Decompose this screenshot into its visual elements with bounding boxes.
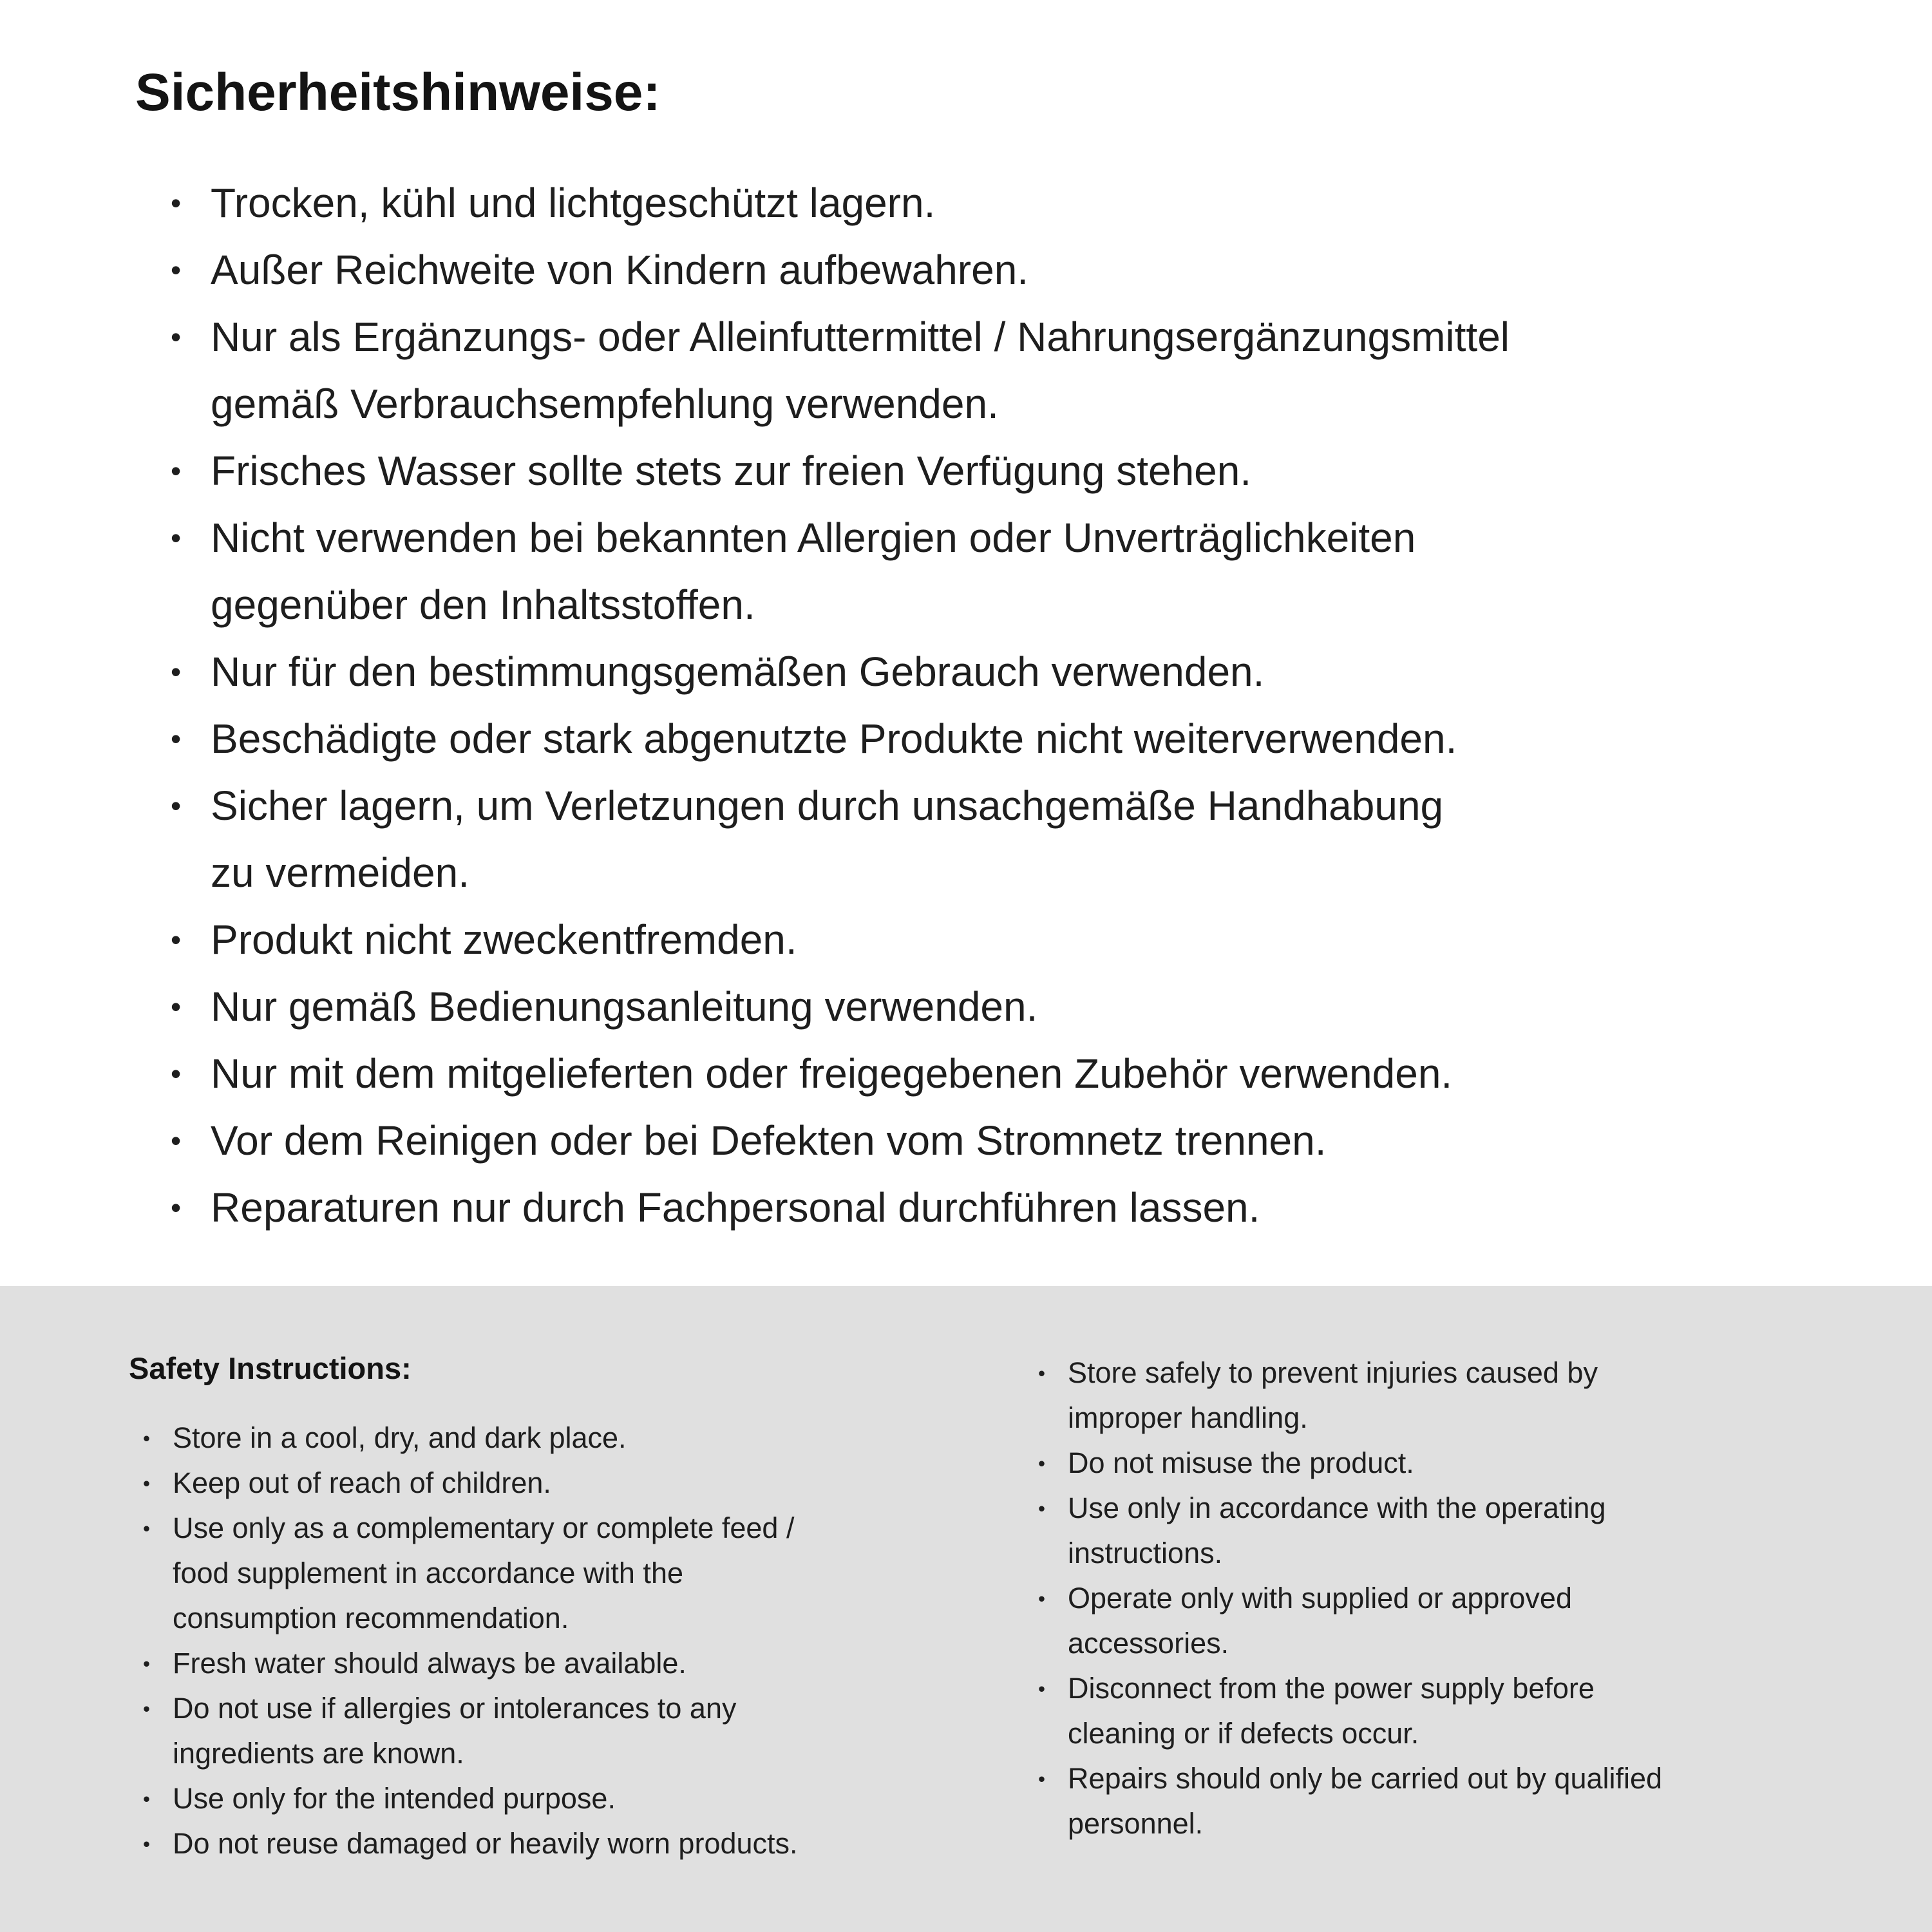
item-line: Nur gemäß Bedienungsanleitung verwenden. [211,983,1038,1030]
list-item [171,772,1893,906]
english-left-column [129,1350,979,1866]
list-item [143,1641,979,1686]
bullet-icon: • [1038,1452,1046,1475]
item-line: Repairs should only be carried out by qualified [1068,1762,1663,1795]
list-item [143,1461,979,1506]
english-safety-section [0,1286,1932,1932]
bullet-icon: • [171,454,182,488]
list-item [171,303,1893,437]
bullet-icon: • [171,1057,182,1091]
item-line: improper handling. [1068,1401,1308,1435]
item-line: Nur als Ergänzungs- oder Alleinfuttermittel / Nahrungsergänzungsmittel [211,314,1510,361]
list-item [171,906,1893,973]
bullet-icon: • [143,1651,151,1675]
list-item [171,973,1893,1040]
item-line: Sicher lagern, um Verletzungen durch unsachgemäße Handhabung [211,782,1444,829]
item-line: Beschädigte oder stark abgenutzte Produkte nicht weiterverwenden. [211,715,1457,762]
bullet-icon: • [1038,1587,1046,1611]
bullet-icon: • [171,186,182,220]
item-line: Use only in accordance with the operating [1068,1492,1606,1525]
list-item [1038,1486,1874,1576]
item-line: Frisches Wasser sollte stets zur freien Verfügung stehen. [211,448,1252,495]
list-item [171,1107,1893,1174]
item-line: Nur mit dem mitgelieferten oder freigegebenen Zubehör verwenden. [211,1050,1453,1097]
item-line: Do not reuse damaged or heavily worn products. [173,1826,798,1860]
list-item [1038,1756,1874,1846]
item-line: Operate only with supplied or approved [1068,1582,1572,1615]
list-item [171,705,1893,772]
bullet-icon: • [143,1832,151,1855]
item-line: Nur für den bestimmungsgemäßen Gebrauch verwenden. [211,649,1265,696]
english-right-list [1038,1350,1874,1846]
bullet-icon: • [171,253,182,287]
list-item [171,638,1893,705]
bullet-icon: • [171,789,182,823]
bullet-icon: • [143,1426,151,1450]
bullet-icon: • [171,521,182,555]
list-item [171,169,1893,236]
list-item [1038,1666,1874,1756]
item-line: Disconnect from the power supply before [1068,1672,1595,1705]
item-line: Do not use if allergies or intolerances to any [173,1691,737,1725]
item-line: Keep out of reach of children. [173,1466,551,1499]
item-line: Fresh water should always be available. [173,1646,687,1680]
bullet-icon: • [143,1696,151,1720]
list-item [1038,1350,1874,1441]
item-line: Reparaturen nur durch Fachpersonal durchführen lassen. [211,1184,1260,1231]
bullet-icon: • [143,1471,151,1495]
bullet-icon: • [1038,1361,1046,1385]
list-item [171,504,1893,638]
item-line: accessories. [1068,1627,1229,1660]
english-section-title: Safety Instructions: [129,1351,412,1386]
item-line: consumption recommendation. [173,1601,569,1634]
list-item [1038,1441,1874,1486]
list-item [143,1821,979,1866]
bullet-icon: • [171,1191,182,1225]
bullet-icon: • [171,1124,182,1158]
bullet-icon: • [1038,1497,1046,1520]
english-left-list [143,1416,979,1866]
item-line: Do not misuse the product. [1068,1446,1414,1480]
bullet-icon: • [1038,1767,1046,1791]
german-section-title: Sicherheitshinweise: [135,63,661,122]
list-item [143,1506,979,1641]
item-line: Use only as a complementary or complete feed / [173,1511,795,1544]
list-item [143,1776,979,1821]
item-line: ingredients are known. [173,1736,464,1770]
item-line: gegenüber den Inhaltsstoffen. [211,582,755,629]
list-item [171,437,1893,504]
list-item [143,1416,979,1461]
bullet-icon: • [143,1786,151,1810]
item-line: gemäß Verbrauchsempfehlung verwenden. [211,381,999,428]
bullet-icon: • [1038,1677,1046,1701]
item-line: Use only for the intended purpose. [173,1781,616,1815]
item-line: Nicht verwenden bei bekannten Allergien oder Unverträglichkeiten [211,515,1416,562]
list-item [1038,1576,1874,1666]
item-line: food supplement in accordance with the [173,1556,683,1589]
item-line: instructions. [1068,1537,1223,1570]
list-item [171,1040,1893,1107]
item-line: Store in a cool, dry, and dark place. [173,1421,627,1454]
bullet-icon: • [171,722,182,756]
item-line: zu vermeiden. [211,849,469,896]
item-line: cleaning or if defects occur. [1068,1717,1419,1750]
bullet-icon: • [171,655,182,689]
bullet-icon: • [171,990,182,1024]
item-line: Produkt nicht zweckentfremden. [211,916,797,963]
item-line: Außer Reichweite von Kindern aufbewahren. [211,247,1029,294]
bullet-icon: • [171,923,182,957]
list-item [171,236,1893,303]
english-right-column [1024,1350,1874,1846]
list-item [171,1174,1893,1241]
list-item [143,1686,979,1776]
bullet-icon: • [143,1516,151,1540]
item-line: Trocken, kühl und lichtgeschützt lagern. [211,180,936,227]
english-columns [129,1350,1874,1866]
item-line: personnel. [1068,1807,1204,1841]
german-safety-list [171,169,1893,1241]
bullet-icon: • [171,320,182,354]
item-line: Store safely to prevent injuries caused by [1068,1356,1598,1390]
item-line: Vor dem Reinigen oder bei Defekten vom Stromnetz trennen. [211,1117,1327,1164]
